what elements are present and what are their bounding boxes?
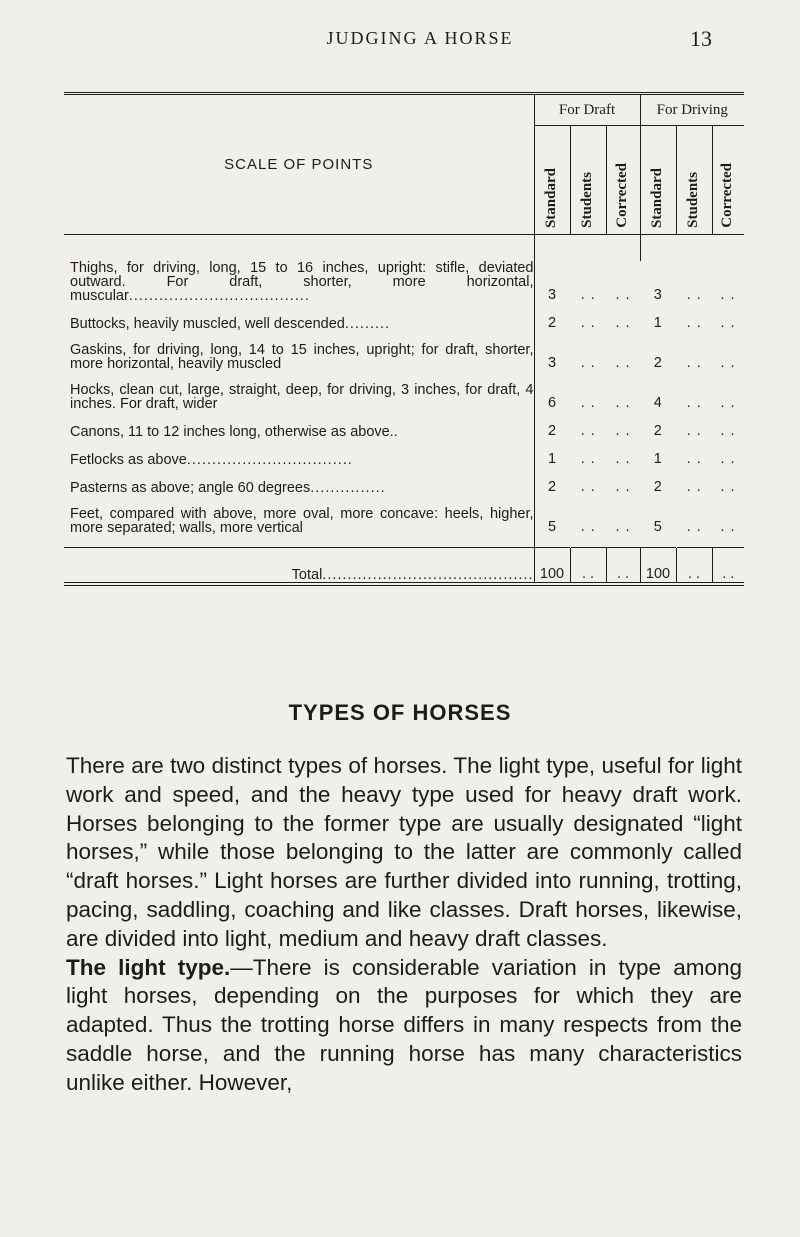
total-driving-students: . . bbox=[676, 548, 712, 585]
row-driving-standard: 2 bbox=[653, 423, 662, 439]
row-driving-students: . . bbox=[686, 395, 702, 411]
row-description: Hocks, clean cut, large, straight, deep, for driving, 3 inches, for draft, 4 inches. For draft, wider bbox=[64, 383, 534, 423]
row-driving-standard: 2 bbox=[653, 355, 662, 371]
table-row bbox=[64, 423, 744, 451]
row-driving-students: . . bbox=[686, 451, 702, 467]
row-draft-corrected: . . bbox=[615, 395, 631, 411]
row-driving-standard: 5 bbox=[653, 519, 662, 535]
total-draft-corrected: . . bbox=[606, 548, 640, 585]
subheader-draft-corrected: Corrected bbox=[606, 126, 640, 235]
subheader-draft-students: Students bbox=[570, 126, 606, 235]
table-row bbox=[64, 507, 744, 548]
row-draft-standard: 2 bbox=[547, 423, 557, 439]
page-number: 13 bbox=[690, 26, 712, 51]
row-driving-standard: 4 bbox=[653, 395, 662, 411]
table-row bbox=[64, 315, 744, 343]
total-driving-corrected: . . bbox=[712, 548, 744, 585]
row-driving-students: . . bbox=[686, 355, 702, 371]
light-type-body: —There is considerable variation in type among light horses, depending on the purposes for which they are adapted. Thus the trotting horse differs in many respects from the saddle horse, and the running horse has many characteristics unlike either. However, bbox=[66, 954, 742, 1095]
row-driving-corrected: . . bbox=[720, 315, 736, 331]
row-draft-standard: 2 bbox=[547, 479, 557, 495]
row-driving-students: . . bbox=[686, 479, 702, 495]
row-description: Fetlocks as above................................. bbox=[64, 451, 534, 479]
table-row bbox=[64, 451, 744, 479]
row-draft-standard: 2 bbox=[547, 315, 557, 331]
scale-of-points-table bbox=[64, 92, 744, 586]
table-row bbox=[64, 261, 744, 315]
row-draft-students: . . bbox=[580, 315, 596, 331]
table-row bbox=[64, 343, 744, 383]
row-driving-corrected: . . bbox=[720, 395, 736, 411]
row-driving-corrected: . . bbox=[720, 423, 736, 439]
row-draft-corrected: . . bbox=[615, 479, 631, 495]
row-draft-standard: 1 bbox=[547, 451, 557, 467]
row-draft-corrected: . . bbox=[615, 519, 631, 535]
group-header-draft: For Draft bbox=[534, 94, 640, 126]
body-text bbox=[66, 752, 742, 1098]
table-row bbox=[64, 479, 744, 507]
row-draft-corrected: . . bbox=[615, 423, 631, 439]
row-driving-corrected: . . bbox=[720, 287, 736, 303]
row-description: Buttocks, heavily muscled, well descended......... bbox=[64, 315, 534, 343]
row-draft-students: . . bbox=[580, 355, 596, 371]
row-draft-students: . . bbox=[580, 287, 596, 303]
row-description: Canons, 11 to 12 inches long, otherwise as above.. bbox=[64, 423, 534, 451]
subheader-driving-corrected: Corrected bbox=[712, 126, 744, 235]
table-row bbox=[64, 383, 744, 423]
running-head bbox=[0, 28, 800, 49]
row-draft-standard: 3 bbox=[547, 287, 557, 303]
total-draft-students: . . bbox=[570, 548, 606, 585]
row-draft-students: . . bbox=[580, 479, 596, 495]
total-label: Total.......................................... bbox=[64, 548, 534, 585]
subheader-driving-students: Students bbox=[676, 126, 712, 235]
row-driving-standard: 2 bbox=[653, 479, 662, 495]
row-driving-students: . . bbox=[686, 423, 702, 439]
running-head-title: JUDGING A HORSE bbox=[326, 28, 514, 48]
row-driving-corrected: . . bbox=[720, 479, 736, 495]
paragraph-types: There are two distinct types of horses. The light type, useful for light work and speed, and the heavy type used for heavy draft work. Horses belonging to the former type are usually designated “light horses,” while those belonging to the latter are commonly called “draft horses.” Light horses are further divided into running, trotting, pacing, saddling, coaching and like classes. Draft horses, likewise, are divided into light, medium and heavy draft classes. bbox=[66, 753, 742, 951]
row-driving-students: . . bbox=[686, 519, 702, 535]
row-driving-standard: 3 bbox=[653, 287, 662, 303]
row-description: Thighs, for driving, long, 15 to 16 inches, upright: stifle, deviated outward. For draft, shorter, more horizontal, muscular.................................... bbox=[64, 261, 534, 315]
scale-header: SCALE OF POINTS bbox=[64, 94, 534, 235]
row-driving-standard: 1 bbox=[653, 451, 662, 467]
total-driving-standard: 100 bbox=[640, 548, 676, 585]
row-description: Pasterns as above; angle 60 degrees............... bbox=[64, 479, 534, 507]
light-type-subhead: The light type. bbox=[66, 954, 231, 980]
row-description: Feet, compared with above, more oval, more concave: heels, higher, more separated; walls, more vertical bbox=[64, 507, 534, 548]
row-draft-students: . . bbox=[580, 423, 596, 439]
row-draft-students: . . bbox=[580, 451, 596, 467]
table-body bbox=[64, 235, 744, 548]
total-draft-standard: 100 bbox=[534, 548, 570, 585]
row-draft-students: . . bbox=[580, 395, 596, 411]
row-draft-standard: 6 bbox=[547, 395, 557, 411]
paragraph-light-type bbox=[66, 954, 742, 1098]
row-draft-students: . . bbox=[580, 519, 596, 535]
row-draft-corrected: . . bbox=[615, 451, 631, 467]
row-draft-standard: 3 bbox=[547, 355, 557, 371]
subheader-draft-standard: Standard bbox=[534, 126, 570, 235]
group-header-driving: For Driving bbox=[640, 94, 744, 126]
row-draft-standard: 5 bbox=[547, 519, 557, 535]
row-draft-corrected: . . bbox=[615, 315, 631, 331]
row-driving-corrected: . . bbox=[720, 451, 736, 467]
row-driving-standard: 1 bbox=[653, 315, 662, 331]
section-title: TYPES OF HORSES bbox=[288, 700, 512, 725]
subheader-driving-standard: Standard bbox=[640, 126, 676, 235]
total-row bbox=[64, 548, 744, 585]
row-driving-corrected: . . bbox=[720, 519, 736, 535]
row-description: Gaskins, for driving, long, 14 to 15 inches, upright; for draft, shorter, more horizontal, heavily muscled bbox=[64, 343, 534, 383]
row-draft-corrected: . . bbox=[615, 287, 631, 303]
row-driving-corrected: . . bbox=[720, 355, 736, 371]
row-driving-students: . . bbox=[686, 287, 702, 303]
row-draft-corrected: . . bbox=[615, 355, 631, 371]
row-driving-students: . . bbox=[686, 315, 702, 331]
